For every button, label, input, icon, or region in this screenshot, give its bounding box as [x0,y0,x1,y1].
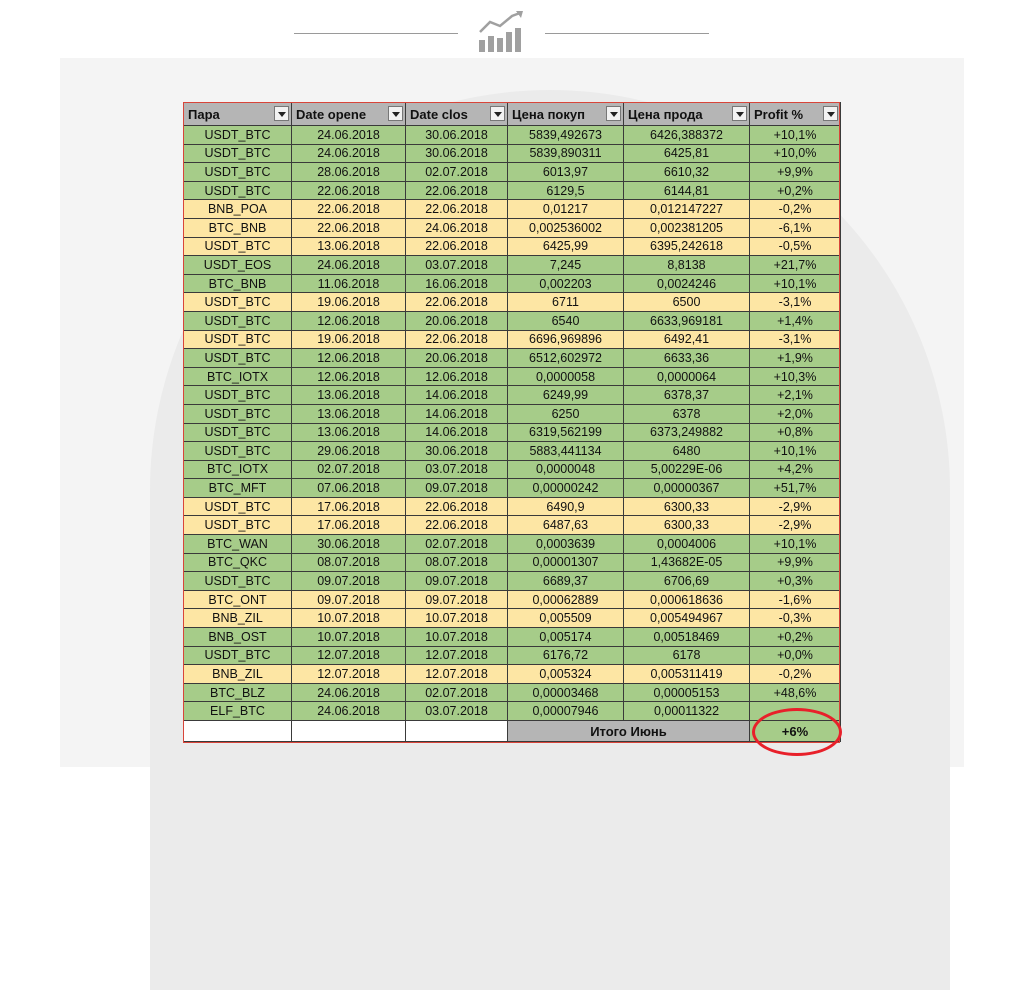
column-header-label: Пара [188,106,220,122]
column-header-label: Profit % [754,106,804,122]
total-row [184,721,841,742]
cell-date-opened: 11.06.2018 [292,274,406,293]
cell-date-opened: 12.07.2018 [292,665,406,684]
cell-date-closed: 03.07.2018 [406,702,508,721]
table-row [184,628,841,647]
cell-date-closed: 14.06.2018 [406,386,508,405]
cell-date-closed: 02.07.2018 [406,683,508,702]
cell-date-opened: 22.06.2018 [292,218,406,237]
cell-sell-price: 0,000618636 [624,590,750,609]
cell-pair: BNB_ZIL [184,609,292,628]
cell-profit: -0,2% [750,200,841,219]
cell-profit: +0,2% [750,628,841,647]
cell-date-closed: 20.06.2018 [406,349,508,368]
trades-table-body [184,126,841,721]
table-row [184,553,841,572]
table-row [184,516,841,535]
cell-pair: USDT_BTC [184,311,292,330]
cell-buy-price: 0,0000048 [508,460,624,479]
cell-sell-price: 6144,81 [624,181,750,200]
cell-pair: BTC_BNB [184,218,292,237]
table-row [184,609,841,628]
cell-sell-price: 6178 [624,646,750,665]
cell-sell-price: 6425,81 [624,144,750,163]
table-row [184,256,841,275]
highlight-circle [752,708,842,756]
table-row [184,144,841,163]
table-row [184,200,841,219]
cell-pair: BNB_OST [184,628,292,647]
cell-sell-price: 6500 [624,293,750,312]
cell-buy-price: 6696,969896 [508,330,624,349]
cell-date-closed: 22.06.2018 [406,181,508,200]
cell-buy-price: 6490,9 [508,497,624,516]
cell-buy-price: 6487,63 [508,516,624,535]
cell-date-closed: 22.06.2018 [406,200,508,219]
trades-spreadsheet [183,102,840,742]
cell-date-opened: 22.06.2018 [292,181,406,200]
cell-date-opened: 13.06.2018 [292,237,406,256]
column-header-profit [750,103,841,126]
cell-sell-price: 6426,388372 [624,126,750,145]
cell-date-closed: 09.07.2018 [406,479,508,498]
cell-date-opened: 17.06.2018 [292,497,406,516]
cell-pair: BTC_WAN [184,535,292,554]
cell-pair: USDT_BTC [184,572,292,591]
cell-sell-price: 6373,249882 [624,423,750,442]
cell-buy-price: 0,00003468 [508,683,624,702]
cell-buy-price: 5839,890311 [508,144,624,163]
cell-sell-price: 1,43682E-05 [624,553,750,572]
filter-dropdown-icon[interactable] [274,106,289,121]
cell-date-closed: 30.06.2018 [406,144,508,163]
cell-profit: -0,3% [750,609,841,628]
cell-sell-price: 5,00229E-06 [624,460,750,479]
table-row [184,423,841,442]
cell-date-opened: 24.06.2018 [292,126,406,145]
cell-profit: +10,1% [750,126,841,145]
cell-profit: +2,1% [750,386,841,405]
cell-buy-price: 0,002536002 [508,218,624,237]
cell-date-closed: 22.06.2018 [406,330,508,349]
cell-buy-price: 6013,97 [508,163,624,182]
cell-buy-price: 6176,72 [508,646,624,665]
cell-pair: BNB_POA [184,200,292,219]
cell-pair: BTC_BNB [184,274,292,293]
cell-pair: USDT_BTC [184,330,292,349]
cell-date-closed: 12.07.2018 [406,665,508,684]
cell-date-opened: 22.06.2018 [292,200,406,219]
cell-sell-price: 6480 [624,442,750,461]
cell-pair: BTC_ONT [184,590,292,609]
table-row [184,683,841,702]
cell-pair: USDT_BTC [184,293,292,312]
cell-date-opened: 07.06.2018 [292,479,406,498]
cell-date-opened: 24.06.2018 [292,256,406,275]
table-row [184,646,841,665]
header-divider-right [545,33,709,34]
cell-profit: -6,1% [750,218,841,237]
cell-date-closed: 22.06.2018 [406,497,508,516]
cell-date-closed: 14.06.2018 [406,404,508,423]
table-row [184,535,841,554]
cell-pair: USDT_BTC [184,163,292,182]
table-row [184,330,841,349]
cell-sell-price: 6378 [624,404,750,423]
table-row [184,367,841,386]
table-row [184,702,841,721]
total-empty-cell [292,721,406,742]
cell-buy-price: 6540 [508,311,624,330]
cell-sell-price: 6492,41 [624,330,750,349]
cell-sell-price: 0,00518469 [624,628,750,647]
cell-sell-price: 6300,33 [624,516,750,535]
cell-pair: BTC_BLZ [184,683,292,702]
table-row [184,590,841,609]
cell-date-opened: 13.06.2018 [292,404,406,423]
cell-profit: -3,1% [750,330,841,349]
cell-date-closed: 22.06.2018 [406,293,508,312]
column-header-buy-price [508,103,624,126]
table-row [184,218,841,237]
cell-date-opened: 02.07.2018 [292,460,406,479]
cell-date-closed: 10.07.2018 [406,628,508,647]
filter-dropdown-icon[interactable] [388,106,403,121]
cell-sell-price: 0,0000064 [624,367,750,386]
cell-buy-price: 0,00007946 [508,702,624,721]
cell-buy-price: 0,00000242 [508,479,624,498]
cell-pair: BNB_ZIL [184,665,292,684]
cell-date-opened: 29.06.2018 [292,442,406,461]
cell-date-opened: 28.06.2018 [292,163,406,182]
cell-date-closed: 14.06.2018 [406,423,508,442]
cell-sell-price: 0,0024246 [624,274,750,293]
cell-sell-price: 6633,969181 [624,311,750,330]
cell-date-opened: 13.06.2018 [292,386,406,405]
cell-date-opened: 09.07.2018 [292,572,406,591]
cell-date-closed: 20.06.2018 [406,311,508,330]
cell-pair: USDT_BTC [184,404,292,423]
cell-date-opened: 17.06.2018 [292,516,406,535]
total-empty-cell [406,721,508,742]
cell-date-opened: 19.06.2018 [292,330,406,349]
cell-sell-price: 0,012147227 [624,200,750,219]
cell-date-opened: 24.06.2018 [292,683,406,702]
table-row [184,572,841,591]
cell-date-opened: 24.06.2018 [292,702,406,721]
column-header-pair [184,103,292,126]
filter-dropdown-icon[interactable] [490,106,505,121]
cell-buy-price: 0,0003639 [508,535,624,554]
cell-profit: +4,2% [750,460,841,479]
cell-buy-price: 0,005509 [508,609,624,628]
cell-buy-price: 6425,99 [508,237,624,256]
cell-profit: +0,8% [750,423,841,442]
cell-date-opened: 12.06.2018 [292,311,406,330]
cell-sell-price: 0,005311419 [624,665,750,684]
cell-pair: USDT_BTC [184,349,292,368]
cell-profit: +9,9% [750,163,841,182]
cell-pair: USDT_BTC [184,646,292,665]
cell-buy-price: 6249,99 [508,386,624,405]
cell-buy-price: 0,00062889 [508,590,624,609]
cell-date-closed: 30.06.2018 [406,126,508,145]
cell-buy-price: 6250 [508,404,624,423]
table-row [184,311,841,330]
cell-pair: BTC_IOTX [184,367,292,386]
trades-table [183,102,841,742]
cell-sell-price: 6378,37 [624,386,750,405]
cell-date-closed: 08.07.2018 [406,553,508,572]
cell-date-closed: 22.06.2018 [406,516,508,535]
cell-pair: USDT_BTC [184,126,292,145]
growth-chart-icon [476,10,526,54]
cell-profit: +9,9% [750,553,841,572]
cell-profit: +1,4% [750,311,841,330]
cell-sell-price: 0,00011322 [624,702,750,721]
cell-date-opened: 10.07.2018 [292,609,406,628]
cell-date-closed: 02.07.2018 [406,163,508,182]
table-row [184,404,841,423]
cell-pair: USDT_BTC [184,442,292,461]
cell-pair: BTC_MFT [184,479,292,498]
cell-buy-price: 6129,5 [508,181,624,200]
cell-pair: USDT_BTC [184,497,292,516]
filter-dropdown-icon[interactable] [823,106,838,121]
table-row [184,665,841,684]
cell-date-opened: 12.06.2018 [292,349,406,368]
table-row [184,460,841,479]
cell-buy-price: 0,002203 [508,274,624,293]
cell-sell-price: 0,00000367 [624,479,750,498]
cell-pair: USDT_BTC [184,423,292,442]
cell-profit: -3,1% [750,293,841,312]
slide-header [0,0,1024,58]
table-row [184,126,841,145]
cell-date-opened: 19.06.2018 [292,293,406,312]
cell-buy-price: 6319,562199 [508,423,624,442]
cell-buy-price: 0,00001307 [508,553,624,572]
header-divider-left [294,33,458,34]
cell-date-opened: 24.06.2018 [292,144,406,163]
cell-buy-price: 5839,492673 [508,126,624,145]
cell-buy-price: 6512,602972 [508,349,624,368]
cell-profit: +2,0% [750,404,841,423]
cell-pair: USDT_EOS [184,256,292,275]
cell-buy-price: 0,0000058 [508,367,624,386]
cell-pair: ELF_BTC [184,702,292,721]
table-header-row [184,103,841,126]
cell-profit: +10,1% [750,442,841,461]
cell-pair: USDT_BTC [184,181,292,200]
cell-buy-price: 7,245 [508,256,624,275]
filter-dropdown-icon[interactable] [732,106,747,121]
cell-date-closed: 12.07.2018 [406,646,508,665]
cell-buy-price: 0,005324 [508,665,624,684]
table-row [184,442,841,461]
cell-sell-price: 0,0004006 [624,535,750,554]
cell-pair: BTC_IOTX [184,460,292,479]
cell-profit: -1,6% [750,590,841,609]
cell-date-opened: 10.07.2018 [292,628,406,647]
cell-date-opened: 12.06.2018 [292,367,406,386]
column-header-label: Date opene [296,106,367,122]
cell-date-closed: 24.06.2018 [406,218,508,237]
cell-profit: +0,0% [750,646,841,665]
cell-sell-price: 0,002381205 [624,218,750,237]
cell-profit: +0,3% [750,572,841,591]
cell-date-closed: 10.07.2018 [406,609,508,628]
cell-date-closed: 30.06.2018 [406,442,508,461]
cell-date-opened: 08.07.2018 [292,553,406,572]
table-row [184,386,841,405]
cell-date-closed: 03.07.2018 [406,256,508,275]
cell-pair: USDT_BTC [184,516,292,535]
cell-pair: USDT_BTC [184,237,292,256]
table-row [184,497,841,516]
column-header-label: Цена прода [628,106,703,122]
cell-date-closed: 03.07.2018 [406,460,508,479]
filter-dropdown-icon[interactable] [606,106,621,121]
total-label: Итого Июнь [508,721,750,742]
cell-date-opened: 30.06.2018 [292,535,406,554]
column-header-date-closed [406,103,508,126]
table-row [184,479,841,498]
cell-buy-price: 0,005174 [508,628,624,647]
cell-sell-price: 0,005494967 [624,609,750,628]
column-header-date-opened [292,103,406,126]
cell-sell-price: 6395,242618 [624,237,750,256]
column-header-sell-price [624,103,750,126]
column-header-label: Цена покуп [512,106,585,122]
cell-profit: +1,9% [750,349,841,368]
column-header-label: Date clos [410,106,468,122]
cell-profit: -0,2% [750,665,841,684]
cell-date-closed: 16.06.2018 [406,274,508,293]
cell-profit: +10,1% [750,535,841,554]
cell-pair: USDT_BTC [184,144,292,163]
cell-profit: -0,5% [750,237,841,256]
cell-sell-price: 6706,69 [624,572,750,591]
cell-date-opened: 09.07.2018 [292,590,406,609]
cell-date-closed: 02.07.2018 [406,535,508,554]
table-row [184,163,841,182]
cell-profit: +0,2% [750,181,841,200]
cell-buy-price: 6711 [508,293,624,312]
cell-sell-price: 8,8138 [624,256,750,275]
cell-profit: +10,1% [750,274,841,293]
cell-profit: +10,0% [750,144,841,163]
cell-date-closed: 12.06.2018 [406,367,508,386]
cell-date-opened: 12.07.2018 [292,646,406,665]
table-row [184,181,841,200]
cell-profit: +51,7% [750,479,841,498]
cell-pair: BTC_QKC [184,553,292,572]
cell-sell-price: 0,00005153 [624,683,750,702]
cell-profit: +48,6% [750,683,841,702]
cell-buy-price: 0,01217 [508,200,624,219]
cell-sell-price: 6633,36 [624,349,750,368]
cell-profit: -2,9% [750,516,841,535]
cell-profit: +10,3% [750,367,841,386]
cell-buy-price: 6689,37 [508,572,624,591]
cell-buy-price: 5883,441134 [508,442,624,461]
table-row [184,237,841,256]
cell-date-closed: 09.07.2018 [406,590,508,609]
total-value: +6% [750,721,841,742]
cell-date-opened: 13.06.2018 [292,423,406,442]
total-empty-cell [184,721,292,742]
table-row [184,293,841,312]
cell-date-closed: 09.07.2018 [406,572,508,591]
cell-sell-price: 6300,33 [624,497,750,516]
cell-date-closed: 22.06.2018 [406,237,508,256]
table-row [184,274,841,293]
cell-profit: +21,7% [750,256,841,275]
table-row [184,349,841,368]
cell-sell-price: 6610,32 [624,163,750,182]
cell-pair: USDT_BTC [184,386,292,405]
cell-profit: -2,9% [750,497,841,516]
